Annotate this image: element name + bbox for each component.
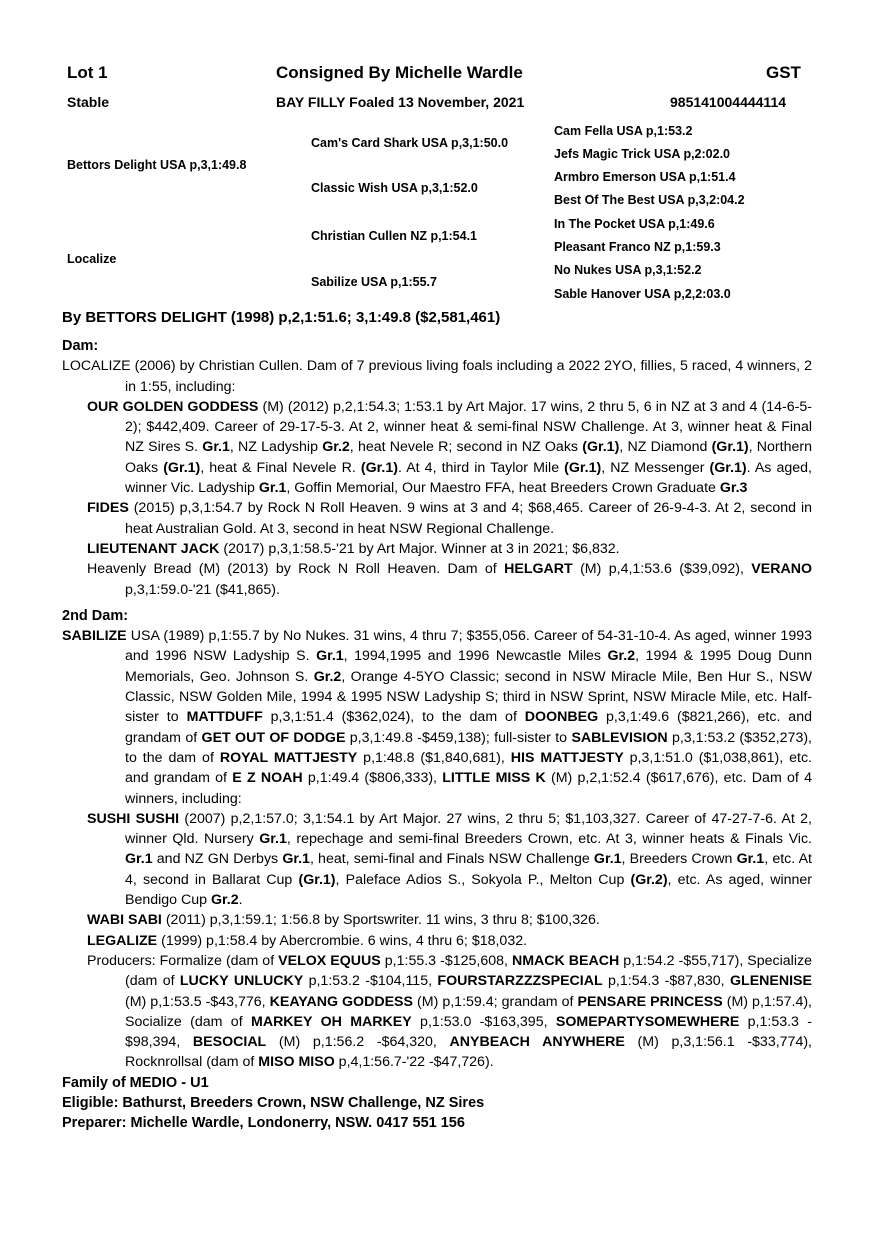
foal-our-golden-goddess: OUR GOLDEN GODDESS (M) (2012) p,2,1:54.3; 1:53.1 by Art Major. 17 wins, 2 thru 5, 6 in NZ at 3 and 4 (14-6-5-2); $442,409. Career of 29-17-5-3. At 2, winner heat & semi-final NSW Challenge. At 3, winner heat & Final NZ Sires S. Gr.1, NZ Ladyship Gr.2, heat Nevele R; second in NZ Oaks (Gr.1), NZ Diamond (Gr.1), Northern Oaks (Gr.1), heat & Final Nevele R. (Gr.1). At 4, third in Taylor Mile (Gr.1), NZ Messenger (Gr.1). As aged, winner Vic. Ladyship Gr.1, Goffin Memorial, Our Maestro FFA, heat Breeders Crown Graduate Gr.3 [87,398,812,497]
sire-summary: By BETTORS DELIGHT (1998) p,2,1:51.6; 3,1:49.8 ($2,581,461) [62,309,501,326]
family-line: Family of MEDIO - U1 [62,1074,209,1091]
dam-heading: Dam: [62,338,99,354]
pedigree-g6: Pleasant Franco NZ p,1:59.3 [554,240,721,254]
pedigree-sire: Bettors Delight USA p,3,1:49.8 [67,158,247,172]
pedigree-sire-dam: Classic Wish USA p,3,1:52.0 [311,181,478,195]
foal-wabi-sabi: WABI SABI (2011) p,3,1:59.1; 1:56.8 by Sportswriter. 11 wins, 3 thru 8; $100,326. [87,912,600,929]
foal-legalize: LEGALIZE (1999) p,1:58.4 by Abercrombie. 6 wins, 4 thru 6; $18,032. [87,932,528,949]
horse-description: BAY FILLY Foaled 13 November, 2021 [276,94,525,110]
eligible-line: Eligible: Bathurst, Breeders Crown, NSW Challenge, NZ Sires [62,1094,485,1111]
second-dam-heading: 2nd Dam: [62,607,129,624]
pedigree-g3: Armbro Emerson USA p,1:51.4 [554,170,736,184]
foal-fides: FIDES (2015) p,3,1:54.7 by Rock N Roll Heaven. 9 wins at 3 and 4; $68,465. Career of 26-9-4-3. At 2, second in heat Australian Gold. At 3, second in heat NSW Regional Challenge. [87,500,812,537]
producers-paragraph: Producers: Formalize (dam of VELOX EQUUS p,1:55.3 -$125,608, NMACK BEACH p,1:54.2 -$55,717), Specialize (dam of LUCKY UNLUCKY p,1:53.2 -$104,115, FOURSTARZZZSPECIAL p,1:54.3 -$87,830, GLENENISE (M) p,1:53.5 -$43,776, KEAYANG GODDESS (M) p,1:59.4; grandam of PENSARE PRINCESS (M) p,1:57.4), Socialize (dam of MARKEY OH MARKEY p,1:53.0 -$163,395, SOMEPARTYSOMEWHERE p,1:53.3 - $98,394, BESOCIAL (M) p,1:56.2 -$64,320, ANYBEACH ANYWHERE (M) p,3,1:56.1 -$33,774), Rocknrollsal (dam of MISO MISO p,4,1:56.7-'22 -$47,726). [87,952,813,1071]
gst-label: GST [766,63,801,82]
pedigree-dam: Localize [67,252,117,266]
foal-lieutenant-jack: LIEUTENANT JACK (2017) p,3,1:58.5-'21 by Art Major. Winner at 3 in 2021; $6,832. [87,540,620,557]
pedigree-dam-sire: Christian Cullen NZ p,1:54.1 [311,229,478,243]
consignor: Consigned By Michelle Wardle [276,63,523,82]
lot-number: Lot 1 [67,63,108,82]
pedigree-g8: Sable Hanover USA p,2,2:03.0 [554,287,731,301]
pedigree-g1: Cam Fella USA p,1:53.2 [554,124,693,138]
pedigree-g7: No Nukes USA p,3,1:52.2 [554,263,702,277]
pedigree-sire-sire: Cam's Card Shark USA p,3,1:50.0 [311,136,509,150]
pedigree-dam-dam: Sabilize USA p,1:55.7 [311,275,437,289]
stable-label: Stable [67,94,110,110]
foal-heavenly-bread: Heavenly Bread (M) (2013) by Rock N Roll Heaven. Dam of HELGART (M) p,4,1:53.6 ($39,092), VERANO p,3,1:59.0-'21 ($41,865). [87,561,812,598]
microchip-number: 985141004444114 [670,94,787,110]
second-dam-sabilize: SABILIZE USA (1989) p,1:55.7 by No Nukes. 31 wins, 4 thru 7; $355,056. Career of 54-31-10-4. As aged, winner 1993 and 1996 NSW Ladyship S. Gr.1, 1994,1995 and 1996 Newcastle Miles Gr.2, 1994 & 1995 Doug Dunn Memorials, Geo. Johnson S. Gr.2, Orange 4-5YO Classic; second in NSW Miracle Mile, Ben Hur S., NSW Classic, NSW Golden Mile, 1994 & 1995 NSW Ladyship S; third in NSW Sprint, NSW Miracle Mile, etc. Half-sister to MATTDUFF p,3,1:51.4 ($362,024), to the dam of DOONBEG p,3,1:49.6 ($821,266), etc. and grandam of GET OUT OF DODGE p,3,1:49.8 -$459,138); full-sister to SABLEVISION p,3,1:53.2 ($352,273), to the dam of ROYAL MATTJESTY p,1:48.8 ($1,840,681), HIS MATTJESTY p,3,1:51.0 ($1,038,861), etc. and grandam of E Z NOAH p,1:49.4 ($806,333), LITTLE MISS K (M) p,2,1:52.4 ($617,676), etc. Dam of 4 winners, including: [62,628,812,807]
pedigree-g4: Best Of The Best USA p,3,2:04.2 [554,193,745,207]
pedigree-g5: In The Pocket USA p,1:49.6 [554,217,715,231]
dam-intro: LOCALIZE (2006) by Christian Cullen. Dam of 7 previous living foals including a 2022 2YO, fillies, 5 raced, 4 winners, 2 in 1:55, including: [62,358,812,395]
foal-sushi-sushi: SUSHI SUSHI (2007) p,2,1:57.0; 3,1:54.1 by Art Major. 27 wins, 2 thru 5; $1,103,327. Career of 47-27-7-6. At 2, winner Qld. Nursery Gr.1, repechage and semi-final Breeders Crown, etc. At 3, winner heats & Finals Vic. Gr.1 and NZ GN Derbys Gr.1, heat, semi-final and Finals NSW Challenge Gr.1, Breeders Crown Gr.1, etc. At 4, second in Ballarat Cup (Gr.1), Paleface Adios S., Sokyola P., Melton Cup (Gr.2), etc. As aged, winner Bendigo Cup Gr.2. [87,810,812,909]
pedigree-g2: Jefs Magic Trick USA p,2:02.0 [554,147,731,161]
preparer-line: Preparer: Michelle Wardle, Londonerry, NSW. 0417 551 156 [62,1115,465,1132]
catalogue-body [62,336,812,1134]
